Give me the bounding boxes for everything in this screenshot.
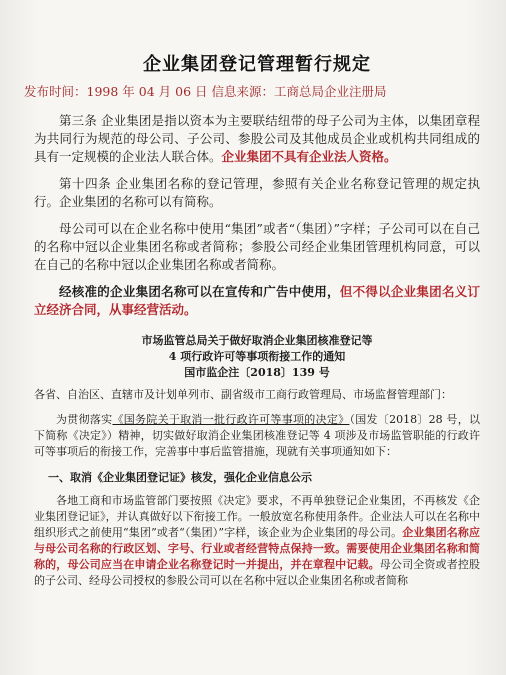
- notice-para-b: 母公司全资或者控股的子公司、经母公司授权的参股公司可以在名称中冠以企业集团名称或者简称: [34, 558, 481, 587]
- source-label: 信息来源：: [211, 84, 275, 99]
- usage-red: 但不得以企业集团名义订立经济合同，从事经营活动。: [34, 284, 480, 317]
- notice-intro: [34, 412, 480, 460]
- document-meta: [24, 82, 480, 100]
- usage-paragraph: [34, 283, 480, 319]
- notice-doc-no: 国市监企注〔2018〕139 号: [184, 366, 330, 379]
- naming-paragraph: 母公司可以在企业名称中使用“集团”或者“（集团）”字样；子公司可以在自己的名称中冠以企业集团名称或者简称；参股公司经企业集团管理机构同意，可以在自己的名称中冠以企业集团名称或者简称。: [34, 221, 480, 272]
- notice-addressee: 各省、自治区、直辖市及计划单列市、副省级市工商行政管理局、市场监督管理部门：: [34, 388, 452, 401]
- article-3-highlight: 企业集团不具有企业法人资格。: [221, 149, 397, 164]
- publish-date: 1998 年 04 月 06 日: [86, 84, 208, 99]
- article-3-text: 第三条 企业集团是指以资本为主要联结纽带的母子公司为主体，以集团章程为共同行为规范的母公司、子公司、参股公司及其他成员企业或机构共同组成的具有一定规模的企业法人联合体。: [34, 113, 480, 164]
- source-value: 工商总局企业注册局: [274, 84, 387, 99]
- notice-intro-a: 为贯彻落实: [56, 413, 113, 426]
- notice-title-line2: 4 项行政许可等事项衔接工作的通知: [168, 350, 346, 363]
- document-title: 企业集团登记管理暂行规定: [143, 54, 371, 75]
- notice-title-line1: 市场监管总局关于做好取消企业集团核准登记等: [141, 334, 373, 347]
- notice-paragraph-1: [34, 493, 480, 589]
- notice-intro-b: （国发〔2018〕28 号，以下简称《决定》）精神，切实做好取消企业集团核准登记等 4 项涉及市场监管职能的行政许可等事项后的衔接工作，完善事中事后监管措施，现就有关事项通知如下：: [34, 413, 480, 458]
- section-heading-1: 一、取消《企业集团登记证》核发，强化企业信息公示: [48, 471, 312, 484]
- notice-para-a: 各地工商和市场监管部门要按照《决定》要求，不再单独登记企业集团，不再核发《企业集团登记证》，并认真做好以下衔接工作。一般放宽名称使用条件。企业法人可以在名称中组织形式之前使用“集团”或者“（集团）”字样，该企业为企业集团的母公司。: [34, 494, 480, 539]
- article-14: 第十四条 企业集团名称的登记管理，参照有关企业名称登记管理的规定执行。企业集团的名称可以有简称。: [34, 176, 480, 209]
- decision-link[interactable]: 《国务院关于取消一批行政许可等事项的决定》: [112, 413, 350, 426]
- notice-body: [34, 387, 480, 589]
- notice-title: [34, 333, 480, 381]
- notice-para-red: 企业集团名称应与母公司名称的行政区划、字号、行业或者经营特点保持一致。需要使用企业集团名称和简称的，母公司应当在申请企业名称登记时一并提出，并在章程中记载。: [34, 526, 481, 571]
- article-3: [34, 112, 480, 166]
- usage-bold: 经核准的企业集团名称可以在宣传和广告中使用，: [59, 284, 340, 299]
- publish-label: 发布时间：: [24, 84, 87, 99]
